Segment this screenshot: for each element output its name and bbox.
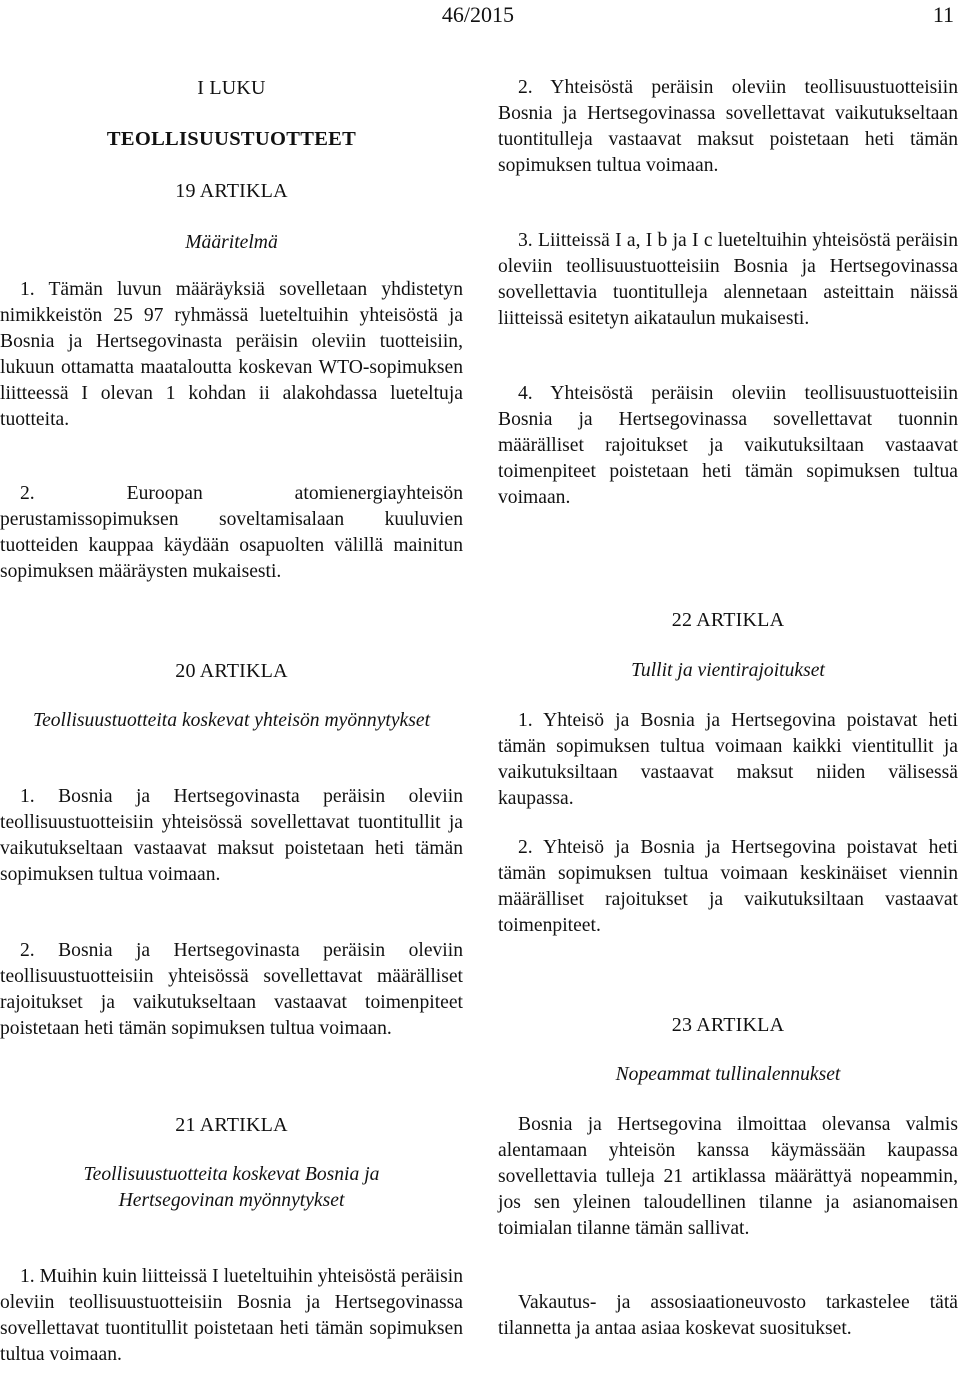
article-23-subtitle: Nopeammat tullinalennukset (615, 1064, 841, 1085)
article-20-paragraph-1: 1. Bosnia ja Hertsegovinasta peräisin oleviin teollisuustuotteisiin yhteisössä sovellettavat tuontitullit ja vaikutukseltaan vastaavat maksut poistetaan heti tämän sopimuksen tultua voimaan. (0, 786, 463, 885)
article-19-heading: 19 ARTIKLA (175, 180, 288, 202)
article-23-heading: 23 ARTIKLA (671, 1014, 785, 1036)
article-19-paragraph-2: 2. Euroopan atomienergiayhteisön perustamissopimuksen soveltamisalaan kuuluvien tuotteiden kauppaa käydään osapuolten välillä mainitun sopimuksen määräysten mukaisesti. (0, 483, 463, 582)
article-19-paragraph-1: 1. Tämän luvun määräyksiä sovelletaan yhdistetyn nimikkeistön 25 97 ryhmässä lueteltuihin yhteisöstä ja Bosnia ja Hertsegovinasta peräisin oleviin tuotteisiin, lukuun ottamatta maataloutta koskevan WTO-sopimuksen liitteessä I olevan 1 kohdan ii alakohdassa lueteltuja tuotteita. (0, 279, 463, 430)
chapter-title: TEOLLISUUSTUOTTEET (106, 128, 357, 150)
article-21-paragraph-4: 4. Yhteisöstä peräisin oleviin teollisuustuotteisiin Bosnia ja Hertsegovinassa sovellettavat tuonnin määrälliset rajoitukset ja vaikutuksiltaan vastaavat toimenpiteet poistetaan heti tämän sopimuksen tultua voimaan. (498, 383, 958, 508)
page-number: 11 (932, 2, 954, 27)
article-21-heading: 21 ARTIKLA (175, 1114, 288, 1136)
page-header (0, 0, 960, 32)
article-21-paragraph-1: 1. Muihin kuin liitteissä I lueteltuihin yhteisöstä peräisin oleviin teollisuustuotteisiin Bosnia ja Hertsegovinassa sovellettavat tuontitullit poistetaan heti tämän sopimuksen tultua voimaan. (0, 1266, 463, 1365)
article-23-paragraph-1: Bosnia ja Hertsegovina ilmoittaa olevansa valmis alentamaan yhteisön kanssa käymässään kaupassa sovellettavia tulleja 21 artiklassa määrättyä nopeammin, jos sen yleinen taloudellinen tilanne ja asianomaisen toimialan tilanne tämän sallivat. (498, 1114, 958, 1239)
article-22-paragraph-2: 2. Yhteisö ja Bosnia ja Hertsegovina poistavat heti tämän sopimuksen tultua voimaan keskinäiset viennin määrälliset rajoitukset ja vaikutuksiltaan vastaavat toimenpiteet. (498, 837, 958, 936)
article-22-paragraph-1: 1. Yhteisö ja Bosnia ja Hertsegovina poistavat heti tämän sopimuksen tultua voimaan kaikki vientitullit ja vaikutuksiltaan vastaavat maksut niiden välisessä kaupassa. (498, 710, 958, 809)
article-20-heading: 20 ARTIKLA (175, 660, 288, 682)
article-21-paragraph-2: 2. Yhteisöstä peräisin oleviin teollisuustuotteisiin Bosnia ja Hertsegovinassa sovellettavat vaikutukseltaan tuontitulleja vastaavat maksut poistetaan heti tämän sopimuksen tultua voimaan. (498, 77, 958, 176)
issue-number: 46/2015 (441, 2, 514, 27)
article-21-subtitle: Teollisuustuotteita koskevat Bosnia ja Hertsegovinan myönnytykset (83, 1164, 380, 1211)
article-20-subtitle: Teollisuustuotteita koskevat yhteisön myönnytykset (32, 710, 431, 731)
article-22-subtitle: Tullit ja vientirajoitukset (631, 660, 825, 681)
article-19-subtitle: Määritelmä (185, 232, 278, 253)
article-20-paragraph-2: 2. Bosnia ja Hertsegovinasta peräisin oleviin teollisuustuotteisiin yhteisössä sovellettavat määrälliset rajoitukset ja vaikutukseltaan vastaavat toimenpiteet poistetaan heti tämän sopimuksen tultua voimaan. (0, 940, 463, 1039)
article-21-paragraph-3: 3. Liitteissä I a, I b ja I c lueteltuihin yhteisöstä peräisin oleviin teollisuustuotteisiin Bosnia ja Hertsegovinassa sovellettavia tuontitulleja alennetaan asteittain näissä liitteissä esitetyn aikataulun mukaisesti. (498, 230, 958, 329)
article-23-paragraph-2: Vakautus- ja assosiaationeuvosto tarkastelee tätä tilannetta ja antaa asiaa koskevat suositukset. (498, 1292, 958, 1339)
chapter-label: I LUKU (197, 77, 266, 99)
article-22-heading: 22 ARTIKLA (671, 609, 785, 631)
